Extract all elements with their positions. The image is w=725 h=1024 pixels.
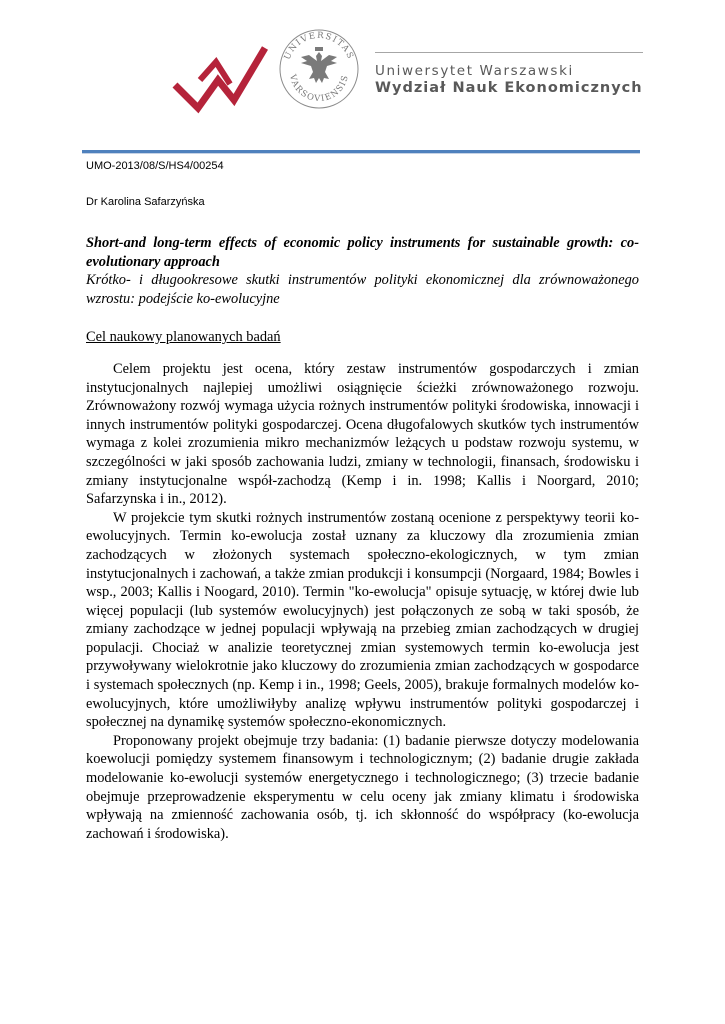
document-body [86,234,639,843]
letterhead [0,0,725,150]
seal-top-text: UNIVERSITAS [282,30,356,62]
author-name: Dr Karolina Safarzyńska [86,196,205,208]
header-divider [375,52,643,53]
university-name: Uniwersytet Warszawski [375,63,574,79]
title-english: Short-and long-term effects of economic policy instruments for sustainable growth: co-evolutionary approach [86,235,639,270]
section-heading: Cel naukowy planowanych badań [86,329,281,346]
paragraph: Celem projektu jest ocena, który zestaw instrumentów gospodarczych i zmian instytucjonalnych najlepiej umożliwi osiągnięcie ścieżki zrównoważonego rozwoju. Zrównoważony rozwój wymaga użycia rożnych instrumentów polityki środowiska, innowacji i innych instrumentów polityki gospodarczej. Ocena długofalowych skutków tych instrumentów wymaga z kolei zrozumienia mikro mechanizmów leżących u podstaw rozwoju systemu, w szczególności w jaki sposób zachowania ludzi, zmiany w technologii, finansach, środowisku i zmiany instytucjonalne współ-zachodzą (Kemp i in. 1998; Kallis i Noorgard, 2010; Safarzynska i in., 2012). [86,360,639,508]
grant-number: UMO-2013/08/S/HS4/00254 [86,160,224,172]
faculty-name: Wydział Nauk Ekonomicznych [375,80,643,96]
title-polish: Krótko- i długookresowe skutki instrumentów polityki ekonomicznej dla zrównoważonego wzrostu: podejście ko-ewolucyjne [86,272,639,307]
header-rule-shadow [82,153,640,154]
eagle-icon [301,47,337,83]
university-seal-icon [278,28,360,110]
faculty-logo-icon [170,40,270,115]
paragraph: W projekcie tym skutki rożnych instrumentów zostaną ocenione z perspektywy teorii ko-ewolucyjnych. Termin ko-ewolucja został uznany za kluczowy dla zrozumienia zmian zachodzących w złożonych systemach społeczno-ekologicznych, w tym zmian instytucjonalnych i zachowań, a także zmian produkcji i konsumpcji (Norgaard, 1984; Bowles i wsp., 2003; Kallis i Noogard, 2010). Termin "ko-ewolucja" opisuje sytuację, w której dwie lub więcej populacji (lub systemów ewolucyjnych) jest połączonych ze sobą w taki sposób, że zmiany zachodzące w jednej populacji wpływają na przebieg zmian zachodzących w drugiej populacji. Chociaż w analizie teoretycznej zmian systemowych termin ko-ewolucja jest przywoływany wielokrotnie jako kluczowy do zrozumienia zmian zachodzących w gospodarce i systemach społecznych (np. Kemp i in., 1998; Geels, 2005), brakuje formalnych modelów ko-ewolucyjnych, które umożliwiłyby analizę wpływu instrumentów polityki gospodarczej i społecznej na dynamikę systemów społeczno-ekonomicznych. [86,509,639,731]
paragraph: Proponowany projekt obejmuje trzy badania: (1) badanie pierwsze dotyczy modelowania koewolucji pomiędzy systemem finansowym i technologicznym; (2) badanie drugie zakłada modelowanie ko-ewolucji systemów energetycznego i technologicznego; (3) trzecie badanie obejmuje przeprowadzenie eksperymentu w celu oceny jak zmiany klimatu i środowiska wpływają na zmienność zachowania osób, tj. ich skłonność do współpracy (ko-ewolucja zachowań i środowiska). [86,732,639,842]
seal-bottom-text: VARSOVIENSIS [287,73,351,105]
